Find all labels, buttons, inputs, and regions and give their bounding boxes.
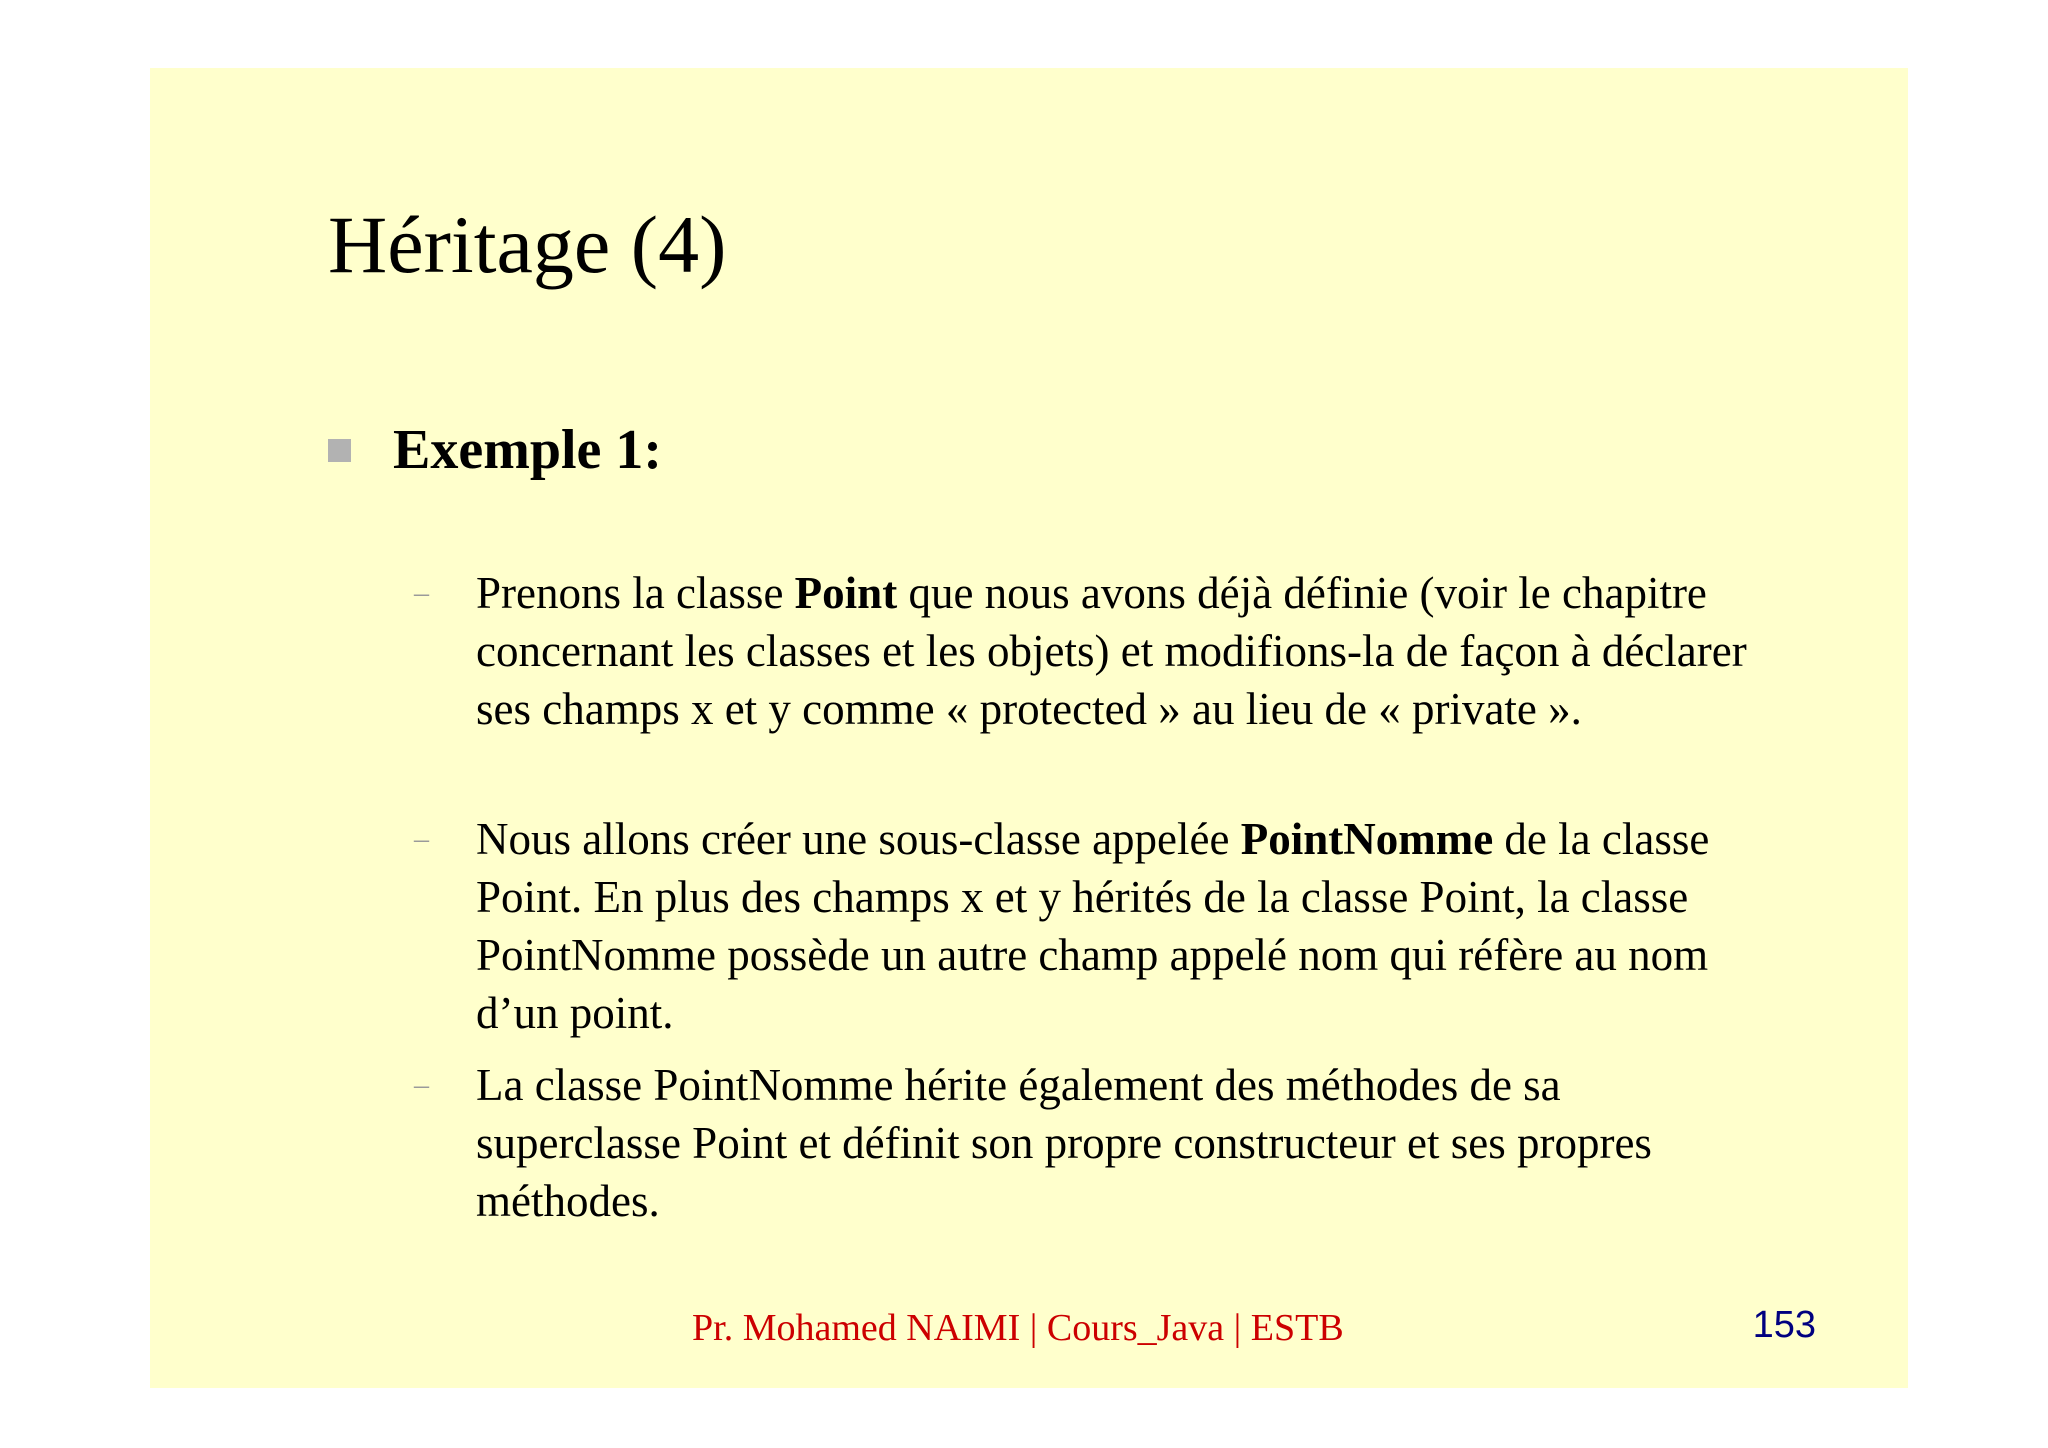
subitem-2-pre: Nous allons créer une sous-classe appelée [476,814,1241,864]
subitem-1-post: que nous avons déjà définie (voir le chapitre concernant les classes et les objets) et modifions-la de façon à déclarer ses champs x et y comme « protected » au lieu de « private ». [476,568,1747,734]
slide [150,68,1908,1388]
subitem-2-text [476,810,1754,1042]
slide-title: Héritage (4) [328,199,727,290]
page-number: 153 [1752,1304,1816,1346]
square-bullet-icon [328,439,351,462]
subitem-2-bold: PointNomme [1240,814,1494,864]
subitem-1 [414,564,1754,738]
subitem-3-text: La classe PointNomme hérite également des méthodes de sa superclasse Point et définit son propre constructeur et ses propres méthodes. [476,1060,1652,1226]
subitem-1-pre: Prenons la classe [476,568,795,618]
bullet-example [328,418,662,482]
slide-footer: Pr. Mohamed NAIMI | Cours_Java | ESTB [692,1307,1344,1349]
bullet-example-text: Exemple 1: [393,419,663,481]
subitem-2-post: de la classe Point. En plus des champs x et y hérités de la classe Point, la classe PointNomme possède un autre champ appelé nom qui réfère au nom d’un point. [476,814,1710,1038]
subitem-2 [414,810,1754,1042]
dash-bullet-icon: – [414,822,429,855]
subitem-1-bold: Point [794,568,898,618]
dash-bullet-icon: – [414,576,429,609]
dash-bullet-icon: – [414,1068,429,1101]
subitem-1-text [476,564,1754,738]
subitem-3 [414,1056,1754,1230]
